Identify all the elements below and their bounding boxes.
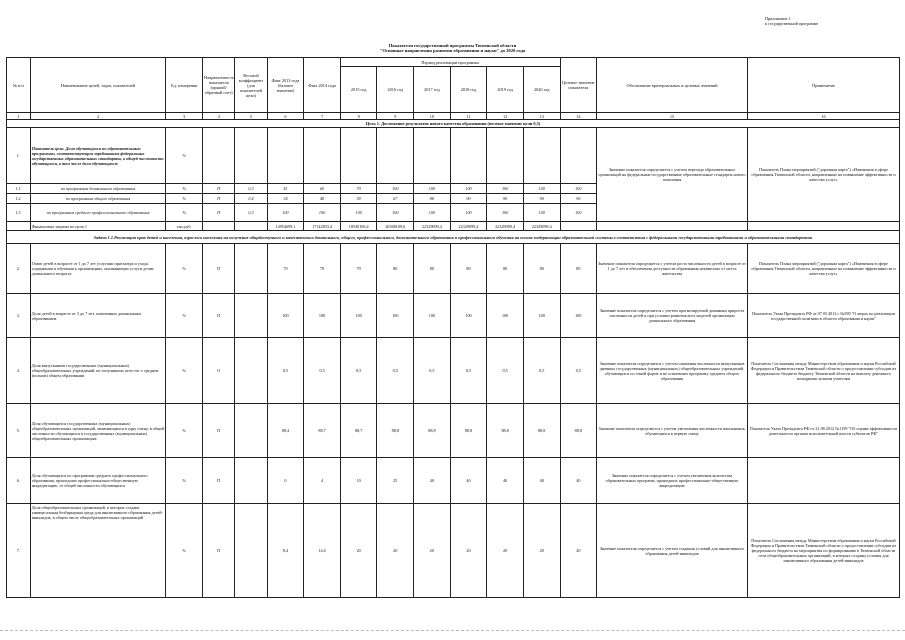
row-fact-2013: 100	[267, 204, 304, 222]
column-number: 3	[166, 113, 203, 120]
table-row	[7, 404, 900, 458]
header-basis: Обоснование критериальных и целевых значений	[597, 58, 748, 113]
row-direction: О	[203, 338, 235, 404]
indicators-table	[6, 57, 900, 598]
table-row	[7, 458, 900, 504]
row-unit: %	[166, 128, 203, 184]
row-2018: 0,5	[450, 338, 487, 404]
row-2020: 100	[523, 294, 560, 338]
row-2015: 10	[340, 458, 377, 504]
row-2016: 80	[377, 244, 414, 294]
header-weight: Весовой коэффициент (для показателей цели)	[235, 58, 267, 113]
row-fact-2013: 0	[267, 458, 304, 504]
row-2015: 100	[340, 294, 377, 338]
row-num: 4.	[7, 338, 31, 404]
row-name: Доля общеобразовательных организаций, в которых создана универсальная безбарьерная среда для инклюзивного образования детей-инвалидов, в общем числе общеобразовательных организаций	[30, 504, 166, 598]
row-2017: 88,8	[414, 404, 451, 458]
row-note: Показатель Указа Президента РФ от 21.08.2012 №1199 "Об оценке эффективности деятельности органов исполнительной власти субъектов РФ"	[747, 404, 899, 458]
header-year-2019: 2019 год	[487, 67, 524, 113]
row-2018: 100	[450, 184, 487, 194]
row-2015: 0,5	[340, 338, 377, 404]
row-2016: 20	[377, 504, 414, 598]
row-note: Показатель Плана мероприятий ("дорожная карта") «Изменения в сфере образования Тюменской области, направленные на повышение эффективности и качества услуг»	[747, 244, 899, 294]
row-fact-2014: 4	[304, 458, 341, 504]
row-target: 88,8	[560, 404, 597, 458]
row-2018: 90	[450, 194, 487, 204]
row-2017: 88	[414, 194, 451, 204]
row-2017: 100	[414, 294, 451, 338]
column-number: 15	[597, 113, 748, 120]
row-fact-2013: 0,5	[267, 338, 304, 404]
row-2019: 90	[487, 194, 524, 204]
row-direction: П	[203, 504, 235, 598]
row-2019: 0,5	[487, 338, 524, 404]
header-num: № п/п	[7, 58, 31, 113]
header-name: Наименование целей, задач, показателей	[30, 58, 166, 113]
row-2015: 20	[340, 504, 377, 598]
row-weight: 0,3	[235, 184, 267, 194]
row-2016: 0,5	[377, 338, 414, 404]
row-basis: Значение показателя определяется с учетом увеличения численности школьников, обучающихся в первую смену	[597, 404, 748, 458]
row-target: 100	[560, 204, 597, 222]
row-2020: 20	[523, 504, 560, 598]
row-name: Доля детей в возрасте от 3 до 7 лет, охваченных дошкольным образованием	[30, 294, 166, 338]
row-direction: П	[203, 294, 235, 338]
finance-2020: 22329099,4	[523, 222, 560, 231]
row-2020: 100	[523, 204, 560, 222]
row-basis: Значение показателя определяется с учетом снижения численности выпускников дневных государственных (муниципальных) общеобразовательных учреждений, обучающихся по очной форме и не освоивших программу среднего общего образования	[597, 338, 748, 404]
table-body	[7, 120, 900, 598]
row-name: по программам дошкольного образования	[30, 184, 166, 194]
row-num: 7.	[7, 504, 31, 598]
row-num: 2.	[7, 244, 31, 294]
row-2015: 70	[340, 184, 377, 194]
column-number: 6	[267, 113, 304, 120]
finance-fact-2014: 17142833,4	[304, 222, 341, 231]
row-direction: П	[203, 184, 235, 194]
column-number: 8	[340, 113, 377, 120]
column-number: 12	[487, 113, 524, 120]
row-2016: 100	[377, 294, 414, 338]
row-2019: 88,8	[487, 404, 524, 458]
column-number: 9	[377, 113, 414, 120]
row-name: Охват детей в возрасте от 1 до 7 лет услугами присмотра и ухода, содержания и обучения в организациях, оказывающих услуги детям дошкольного возраста	[30, 244, 166, 294]
row-fact-2014: 79	[304, 244, 341, 294]
row-2018: 100	[450, 204, 487, 222]
row-fact-2014: 88,7	[304, 404, 341, 458]
row-2020: 40	[523, 458, 560, 504]
goal-title: Цель 1. Достижение результатов нового качества образования (весовое значение цели 0,5)	[7, 120, 900, 128]
row-note: Показатель Соглашения между Министерством образования и науки Российской Федерации и Правительством Тюменской области о предоставлении субсидии из федерального бюджета на мероприятия по формированию в Тюменской области сети общеобразовательных организаций, в которых созданы условия для инклюзивного образования детей-инвалидов	[747, 504, 899, 598]
column-number: 13	[523, 113, 560, 120]
finance-2017: 22329099,4	[414, 222, 451, 231]
header-year-2018: 2018 год	[450, 67, 487, 113]
finance-row	[7, 222, 900, 231]
title-line-1: Показатели государственной программы Тюменской области	[388, 43, 517, 48]
row-2017: 40	[414, 458, 451, 504]
row-unit: %	[166, 504, 203, 598]
row-2018: 80	[450, 244, 487, 294]
column-number: 14	[560, 113, 597, 120]
row-fact-2013: 8,4	[267, 504, 304, 598]
row-direction: П	[203, 458, 235, 504]
row-target: 80	[560, 244, 597, 294]
row-2020: 100	[523, 184, 560, 194]
row-name: Доля выпускников государственных (муниципальных) общеобразовательных учреждений, не получивших аттестат о среднем (полном) общем образовании	[30, 338, 166, 404]
header-period: Период реализации программы	[340, 58, 560, 67]
table-row	[7, 338, 900, 404]
row-2019: 40	[487, 458, 524, 504]
row-2016: 100	[377, 204, 414, 222]
row-unit: %	[166, 194, 203, 204]
row-num: 1.2.	[7, 194, 31, 204]
finance-name: Финансовые затраты по цели 1	[30, 222, 166, 231]
row-fact-2014: 48	[304, 194, 341, 204]
table-row	[7, 504, 900, 598]
row-weight: 0,3	[235, 204, 267, 222]
row-name: Показатель цели. Доля обучающихся по образовательным программам, соответствующим требованиям федеральных государственных образовательных стандартов, в общей численности обучающихся, в том числе доля обучающихся:	[30, 128, 166, 184]
row-2017: 20	[414, 504, 451, 598]
row-fact-2013: 100	[267, 294, 304, 338]
row-weight: 0,4	[235, 194, 267, 204]
column-number: 10	[414, 113, 451, 120]
row-target: 100	[560, 294, 597, 338]
row-2020: 0,5	[523, 338, 560, 404]
row-2016: 88,8	[377, 404, 414, 458]
row-basis: Значение показателя определяется с учетом создания условий для инклюзивного образования детей-инвалидов	[597, 504, 748, 598]
row-2018: 20	[450, 504, 487, 598]
table-row	[7, 294, 900, 338]
finance-unit: тыс.руб.	[166, 222, 203, 231]
finance-2019: 22329099,4	[487, 222, 524, 231]
row-fact-2014: 60	[304, 184, 341, 194]
row-2015: 88,7	[340, 404, 377, 458]
row-unit: %	[166, 338, 203, 404]
task-title: Задача 1.1.Реализация прав детей и населения, взрослого населения на получение общедоступного и качественного дошкольного, общего, профессионального, дополнительного образования и профессионального обучения на основе модернизации образовательной системы в соответствии с федеральными государственными требованиями и образовательными стандартами	[7, 231, 900, 244]
row-unit: %	[166, 184, 203, 194]
row-name: Доля обучающихся государственных (муниципальных) общеобразовательных организаций, занимающихся в одну смену, в общей численности обучающихся в государственных (муниципальных) общеобразовательных организациях	[30, 404, 166, 458]
row-num: 1.1.	[7, 184, 31, 194]
row-2015: 59	[340, 194, 377, 204]
row-note: Показатель Плана мероприятий ("дорожная карта") «Изменения в сфере образования Тюменской области, направленные на повышение эффективности и качества услуг»	[747, 128, 899, 222]
row-2015: 79	[340, 244, 377, 294]
row-fact-2013: 88,4	[267, 404, 304, 458]
title-line-2: "Основные направления развития образования и науки" до 2020 года	[379, 48, 526, 54]
row-fact-2014: 14,6	[304, 504, 341, 598]
row-2016: 67	[377, 194, 414, 204]
row-name: по программам среднего профессионального образования	[30, 204, 166, 222]
column-number: 1	[7, 113, 31, 120]
row-target: 20	[560, 504, 597, 598]
row-fact-2014: 0,5	[304, 338, 341, 404]
row-target: 100	[560, 184, 597, 194]
row-2018: 88,8	[450, 404, 487, 458]
goal-indicator-row	[7, 128, 900, 184]
row-2019: 80	[487, 244, 524, 294]
row-num: 1.3.	[7, 204, 31, 222]
row-fact-2013: 79	[267, 244, 304, 294]
row-fact-2013: 34	[267, 194, 304, 204]
header-year-2020: 2020 год	[523, 67, 560, 113]
row-2018: 100	[450, 294, 487, 338]
row-note: Показатель Соглашения между Министерством образования и науки Российской Федерации и Правительством Тюменской области о предоставлении субсидии из федерального бюджета бюджету Тюменской области на выплату денежного поощрения лучшим учителям	[747, 338, 899, 404]
row-basis: Значение показателя определяется с учетом перехода образовательных организаций на федеральные государственные образовательные стандарты нового поколения	[597, 128, 748, 222]
row-2017: 100	[414, 204, 451, 222]
column-number: 16	[747, 113, 899, 120]
appendix-line-2: к государственной программе	[765, 21, 819, 26]
header-direction: Направленность показателя (прямой/ обратный счет)	[203, 58, 235, 113]
row-note: Показатель Указа Президента РФ от 07.05.2012 г №599 "О мерах по реализации государственной политики в области образования и науки"	[747, 294, 899, 338]
row-note	[747, 458, 899, 504]
header-fact-2014: Факт 2014 года	[304, 58, 341, 113]
finance-2016: 20368109,6	[377, 222, 414, 231]
row-2017: 100	[414, 184, 451, 194]
goal-row	[7, 120, 900, 128]
finance-2015: 18540106,4	[340, 222, 377, 231]
row-target: 0,5	[560, 338, 597, 404]
column-number: 5	[235, 113, 267, 120]
row-target: 90	[560, 194, 597, 204]
row-fact-2014: 100	[304, 294, 341, 338]
row-num: 3.	[7, 294, 31, 338]
row-2016: 100	[377, 184, 414, 194]
header-year-2017: 2017 год	[414, 67, 451, 113]
row-unit: %	[166, 404, 203, 458]
row-unit: %	[166, 458, 203, 504]
row-2017: 80	[414, 244, 451, 294]
column-number: 2	[30, 113, 166, 120]
appendix-note	[765, 16, 835, 26]
row-2020: 80	[523, 244, 560, 294]
finance-fact-2013: 14954699,1	[267, 222, 304, 231]
row-direction: П	[203, 204, 235, 222]
header-year-2015: 2015 год	[340, 67, 377, 113]
appendix-line-1: Приложение 1	[765, 16, 791, 21]
row-2019: 100	[487, 294, 524, 338]
row-basis: Значение показателя определяется с учетом роста численности детей в возрасте от 1 до 7 лет и обеспечения доступности образования независимо от места жительства	[597, 244, 748, 294]
header-target: Целевое значение показателя	[560, 58, 597, 113]
task-row	[7, 231, 900, 244]
row-2018: 40	[450, 458, 487, 504]
row-2019: 100	[487, 184, 524, 194]
page-edge	[0, 630, 905, 640]
column-number: 7	[304, 113, 341, 120]
row-num: 6.	[7, 458, 31, 504]
row-num: 5.	[7, 404, 31, 458]
row-2015: 100	[340, 204, 377, 222]
header-year-2016: 2016 год	[377, 67, 414, 113]
row-2019: 100	[487, 204, 524, 222]
finance-2018: 22329099,4	[450, 222, 487, 231]
table-row	[7, 244, 900, 294]
row-2019: 20	[487, 504, 524, 598]
row-direction: П	[203, 244, 235, 294]
document-title	[0, 43, 905, 54]
row-basis: Значение показателя определяется с учетом прогнозируемой динамики прироста численности детей и при условии развития всех моделей организации дошкольного образования	[597, 294, 748, 338]
column-numbers-row	[7, 113, 900, 120]
header-note: Примечание	[747, 58, 899, 113]
row-2020: 88,8	[523, 404, 560, 458]
row-direction: П	[203, 194, 235, 204]
column-number: 4	[203, 113, 235, 120]
row-unit: %	[166, 294, 203, 338]
row-fact-2013: 41	[267, 184, 304, 194]
row-name: по программам общего образования	[30, 194, 166, 204]
row-target: 40	[560, 458, 597, 504]
column-number: 11	[450, 113, 487, 120]
row-direction: П	[203, 404, 235, 458]
row-unit: %	[166, 204, 203, 222]
row-unit: %	[166, 244, 203, 294]
row-2016: 25	[377, 458, 414, 504]
table-header	[7, 58, 900, 120]
row-2017: 0,5	[414, 338, 451, 404]
row-basis: Значение показателя определяется с учетом увеличения количества образовательных программ, прошедших профессионально-общественную аккредитацию	[597, 458, 748, 504]
row-fact-2014: 100	[304, 204, 341, 222]
row-2020: 90	[523, 194, 560, 204]
header-unit: Ед. измерения	[166, 58, 203, 113]
row-name: Доля обучающихся по программам среднего профессионального образования, прошедших профессионально-общественную аккредитацию, от общей численности обучающихся	[30, 458, 166, 504]
row-num: 1.	[7, 128, 31, 184]
header-fact-2013: Факт 2013 года (базовое значение)	[267, 58, 304, 113]
